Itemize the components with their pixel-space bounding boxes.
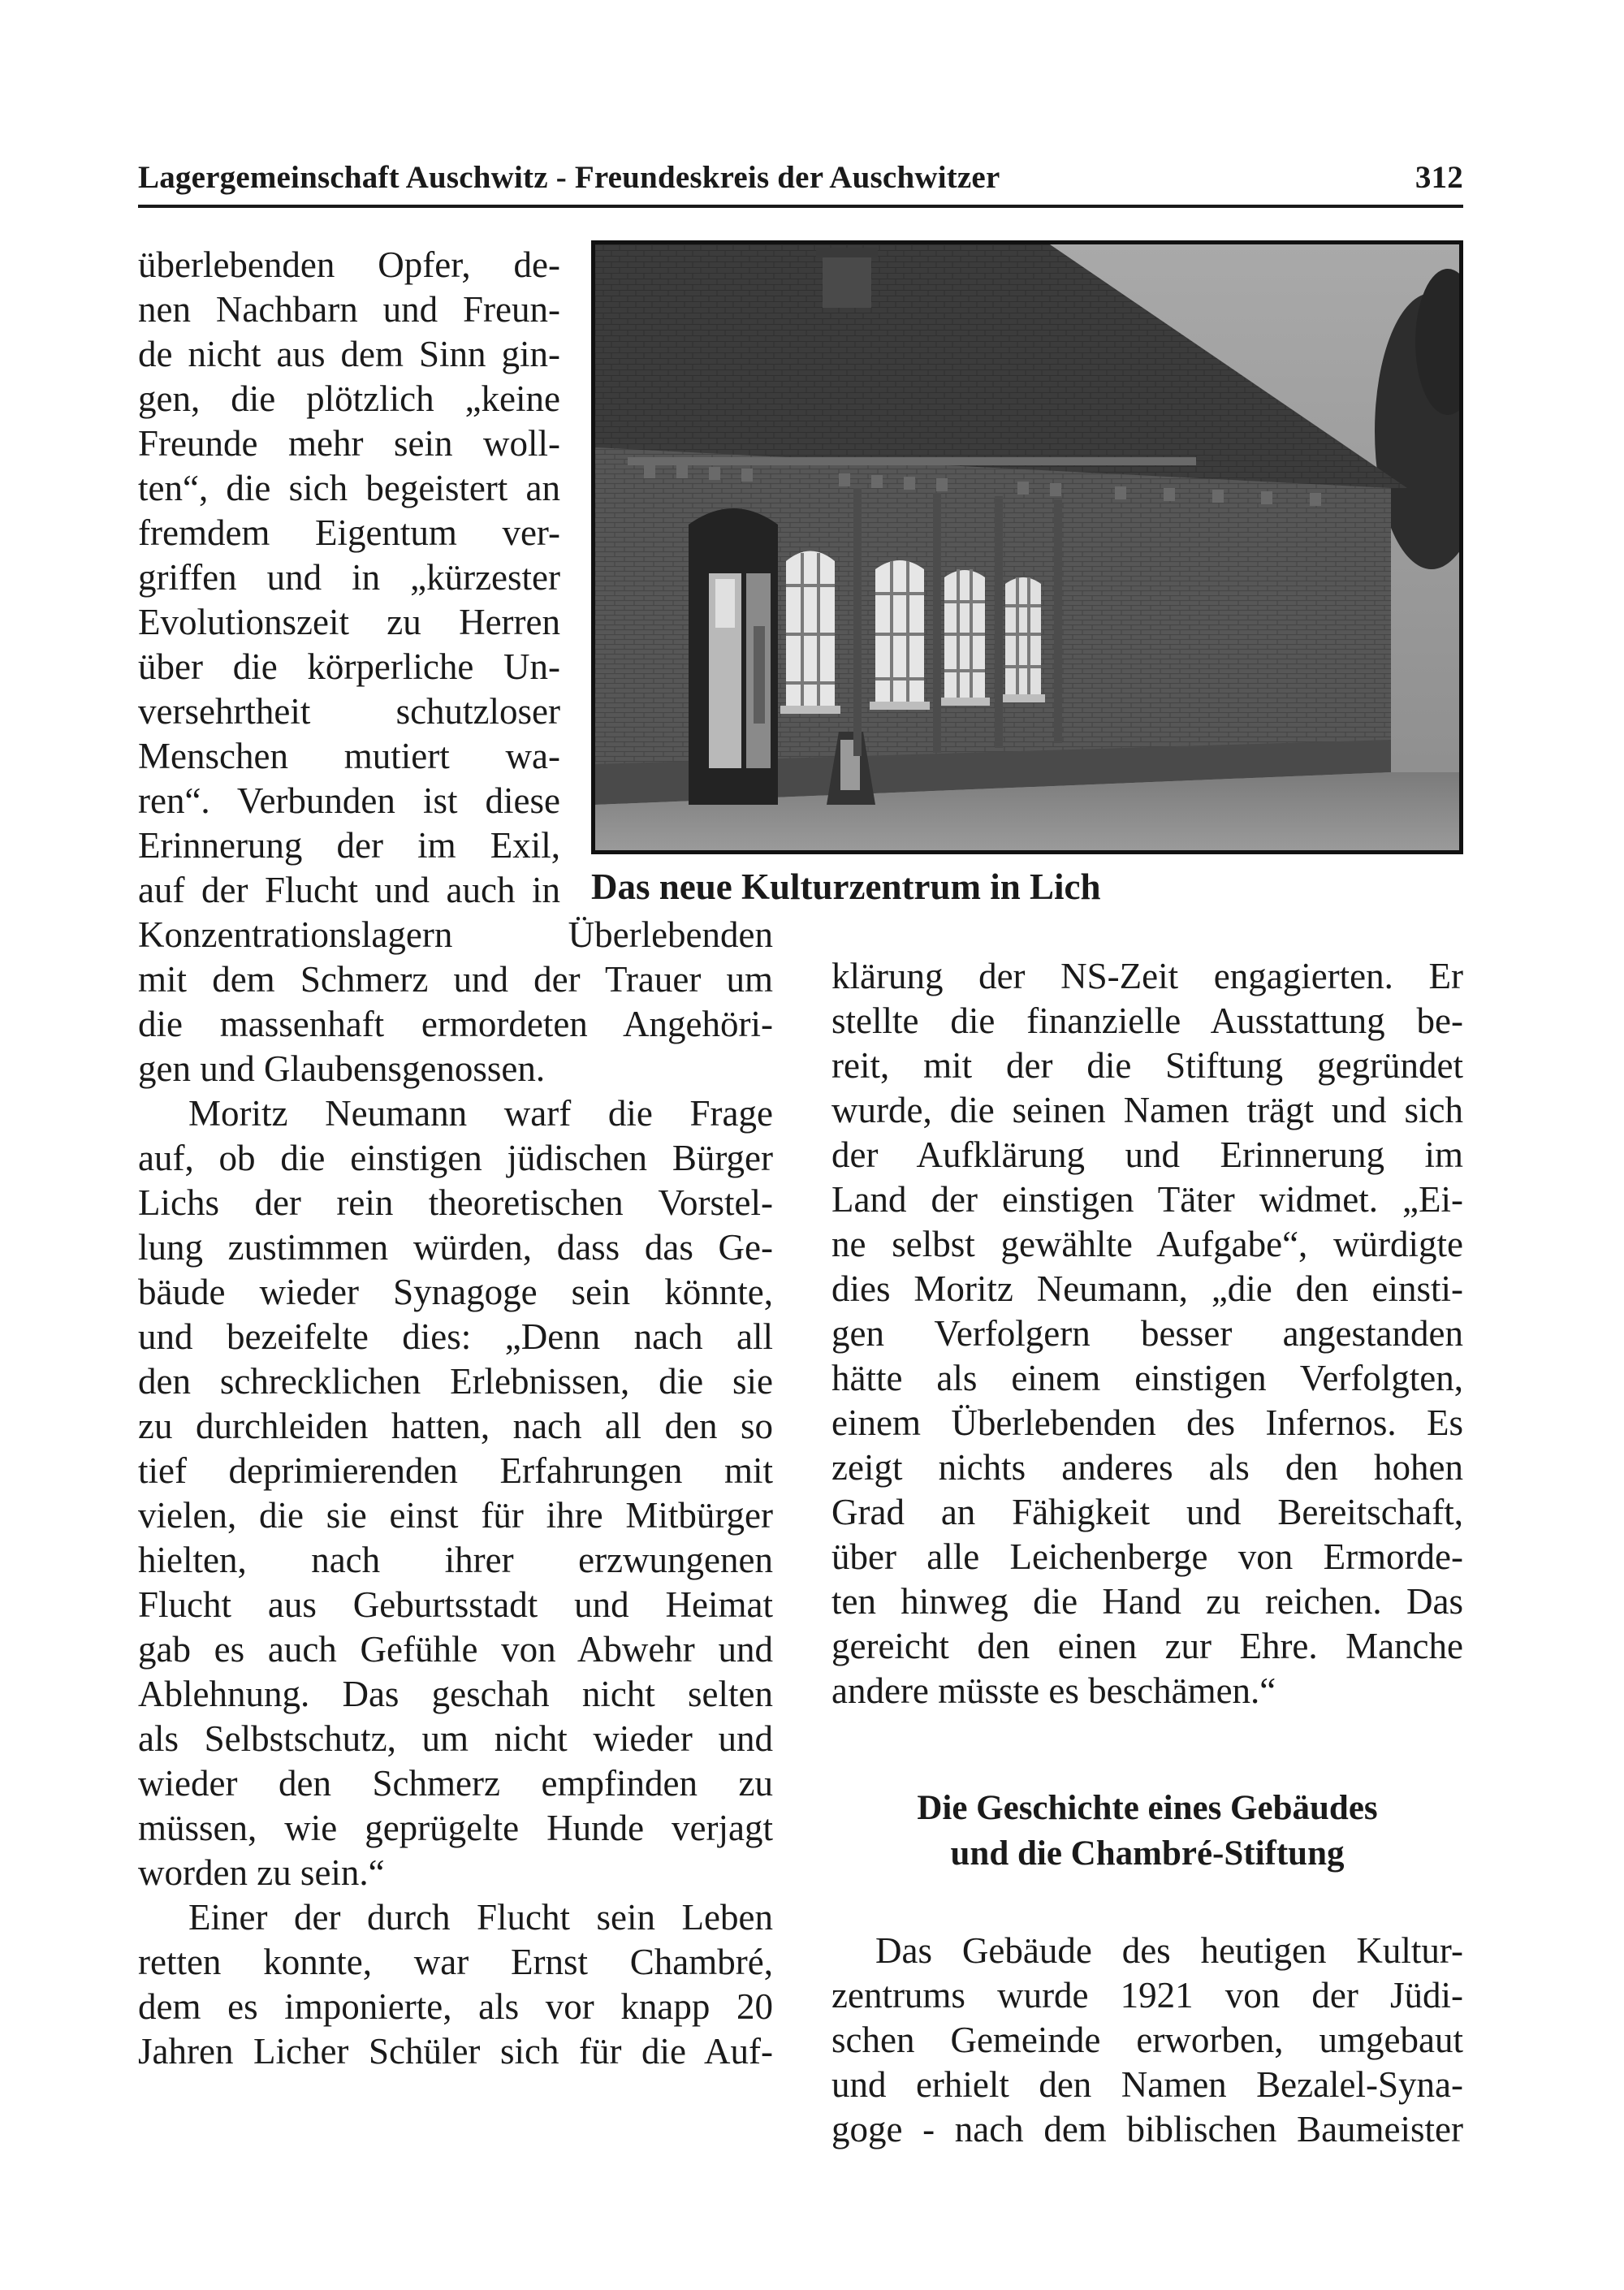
- text-line: und erhielt den Namen Bezalel-Syna-: [831, 2064, 1463, 2105]
- text-line: den schrecklichen Erlebnissen, die sie: [138, 1361, 773, 1402]
- text-line: de nicht aus dem Sinn gin-: [138, 334, 560, 374]
- text-line: reit, mit der die Stiftung gegründet: [831, 1045, 1463, 1086]
- text-line: fremdem Eigentum ver-: [138, 512, 560, 553]
- text-line: gab es auch Gefühle von Abwehr und: [138, 1629, 773, 1670]
- text-line: zu durchleiden hatten, nach all den so: [138, 1406, 773, 1446]
- text-line: gen und Glaubensgenossen.: [138, 1048, 546, 1089]
- header-rule: [138, 205, 1463, 208]
- text-line: hielten, nach ihrer erzwungenen: [138, 1540, 773, 1580]
- text-line: ne selbst gewählte Aufgabe“, würdigte: [831, 1224, 1463, 1264]
- running-head-title: Lagergemeinschaft Auschwitz - Freundeskreis der Auschwitzer: [138, 160, 1000, 195]
- text-line: bäude wieder Synagoge sein könnte,: [138, 1272, 773, 1312]
- text-line: Ablehnung. Das geschah nicht selten: [138, 1674, 773, 1714]
- text-line: als Selbstschutz, um nicht wieder und: [138, 1718, 773, 1759]
- text-line: nen Nachbarn und Freun-: [138, 289, 560, 330]
- text-line: Das Gebäude des heutigen Kultur-: [875, 1930, 1463, 1971]
- text-line: lung zustimmen würden, dass das Ge-: [138, 1227, 773, 1268]
- text-line: Moritz Neumann warf die Frage: [188, 1093, 773, 1134]
- text-line: schen Gemeinde erworben, umgebaut: [831, 2020, 1463, 2060]
- running-head: [138, 159, 1463, 196]
- text-line: über die körperliche Un-: [138, 646, 560, 687]
- text-line: vielen, die sie einst für ihre Mitbürger: [138, 1495, 773, 1536]
- text-line: Menschen mutiert wa-: [138, 736, 560, 776]
- text-line: retten konnte, war Ernst Chambré,: [138, 1942, 773, 1982]
- text-line: müssen, wie geprügelte Hunde verjagt: [138, 1808, 773, 1848]
- text-line: stellte die finanzielle Ausstattung be-: [831, 1000, 1463, 1041]
- text-line: gen, die plötzlich „keine: [138, 378, 560, 419]
- text-line: griffen und in „kürzester: [138, 557, 560, 598]
- text-line: klärung der NS-Zeit engagierten. Er: [831, 956, 1463, 996]
- text-line: versehrtheit schutzloser: [138, 691, 560, 732]
- text-line: andere müsste es beschämen.“: [831, 1670, 1276, 1711]
- text-line: wurde, die seinen Namen trägt und sich: [831, 1090, 1463, 1130]
- text-line: auf, ob die einstigen jüdischen Bürger: [138, 1138, 773, 1178]
- text-line: dem es imponierte, als vor knapp 20: [138, 1986, 773, 2027]
- building-photo: [591, 240, 1463, 854]
- text-line: dies Moritz Neumann, „die den einsti-: [831, 1268, 1463, 1309]
- text-line: Lichs der rein theoretischen Vorstel-: [138, 1182, 773, 1223]
- text-line: tief deprimierenden Erfahrungen mit: [138, 1450, 773, 1491]
- text-line: Erinnerung der im Exil,: [138, 825, 560, 866]
- text-line: die massenhaft ermordeten Angehöri-: [138, 1004, 773, 1044]
- text-line: Einer der durch Flucht sein Leben: [188, 1897, 773, 1938]
- page-number: 312: [1415, 160, 1463, 195]
- text-line: ten hinweg die Hand zu reichen. Das: [831, 1581, 1463, 1622]
- text-line: der Aufklärung und Erinnerung im: [831, 1134, 1463, 1175]
- text-line: worden zu sein.“: [138, 1852, 385, 1893]
- text-line: einem Überlebenden des Infernos. Es: [831, 1402, 1463, 1443]
- text-line: mit dem Schmerz und der Trauer um: [138, 959, 773, 1000]
- section-heading: Die Geschichte eines Gebäudes: [917, 1789, 1378, 1827]
- text-line: überlebenden Opfer, de-: [138, 244, 560, 285]
- text-line: Evolutionszeit zu Herren: [138, 602, 560, 642]
- text-line: gereicht den einen zur Ehre. Manche: [831, 1626, 1463, 1666]
- text-line: goge - nach dem biblischen Baumeister: [831, 2109, 1463, 2150]
- text-line: und bezeifelte dies: „Denn nach all: [138, 1316, 773, 1357]
- text-line: Flucht aus Geburtsstadt und Heimat: [138, 1584, 773, 1625]
- text-line: zeigt nichts anderes als den hohen: [831, 1447, 1463, 1488]
- text-line: ten“, die sich begeistert an: [138, 468, 560, 508]
- text-line: ren“. Verbunden ist diese: [138, 780, 560, 821]
- text-line: hätte als einem einstigen Verfolgten,: [831, 1358, 1463, 1398]
- text-line: Land der einstigen Täter widmet. „Ei-: [831, 1179, 1463, 1220]
- text-line: gen Verfolgern besser angestanden: [831, 1313, 1463, 1354]
- section-heading: und die Chambré-Stiftung: [950, 1834, 1345, 1873]
- text-line: auf der Flucht und auch in: [138, 870, 560, 910]
- text-line: Freunde mehr sein woll-: [138, 423, 560, 464]
- text-line: wieder den Schmerz empfinden zu: [138, 1763, 773, 1804]
- text-line: zentrums wurde 1921 von der Jüdi-: [831, 1975, 1463, 2016]
- text-line: Jahren Licher Schüler sich für die Auf-: [138, 2031, 773, 2072]
- text-line: über alle Leichenberge von Ermorde-: [831, 1536, 1463, 1577]
- text-line: Konzentrationslagern Überlebenden: [138, 914, 773, 955]
- text-line: Grad an Fähigkeit und Bereitschaft,: [831, 1492, 1463, 1532]
- figure-caption: Das neue Kulturzentrum in Lich: [591, 866, 1101, 907]
